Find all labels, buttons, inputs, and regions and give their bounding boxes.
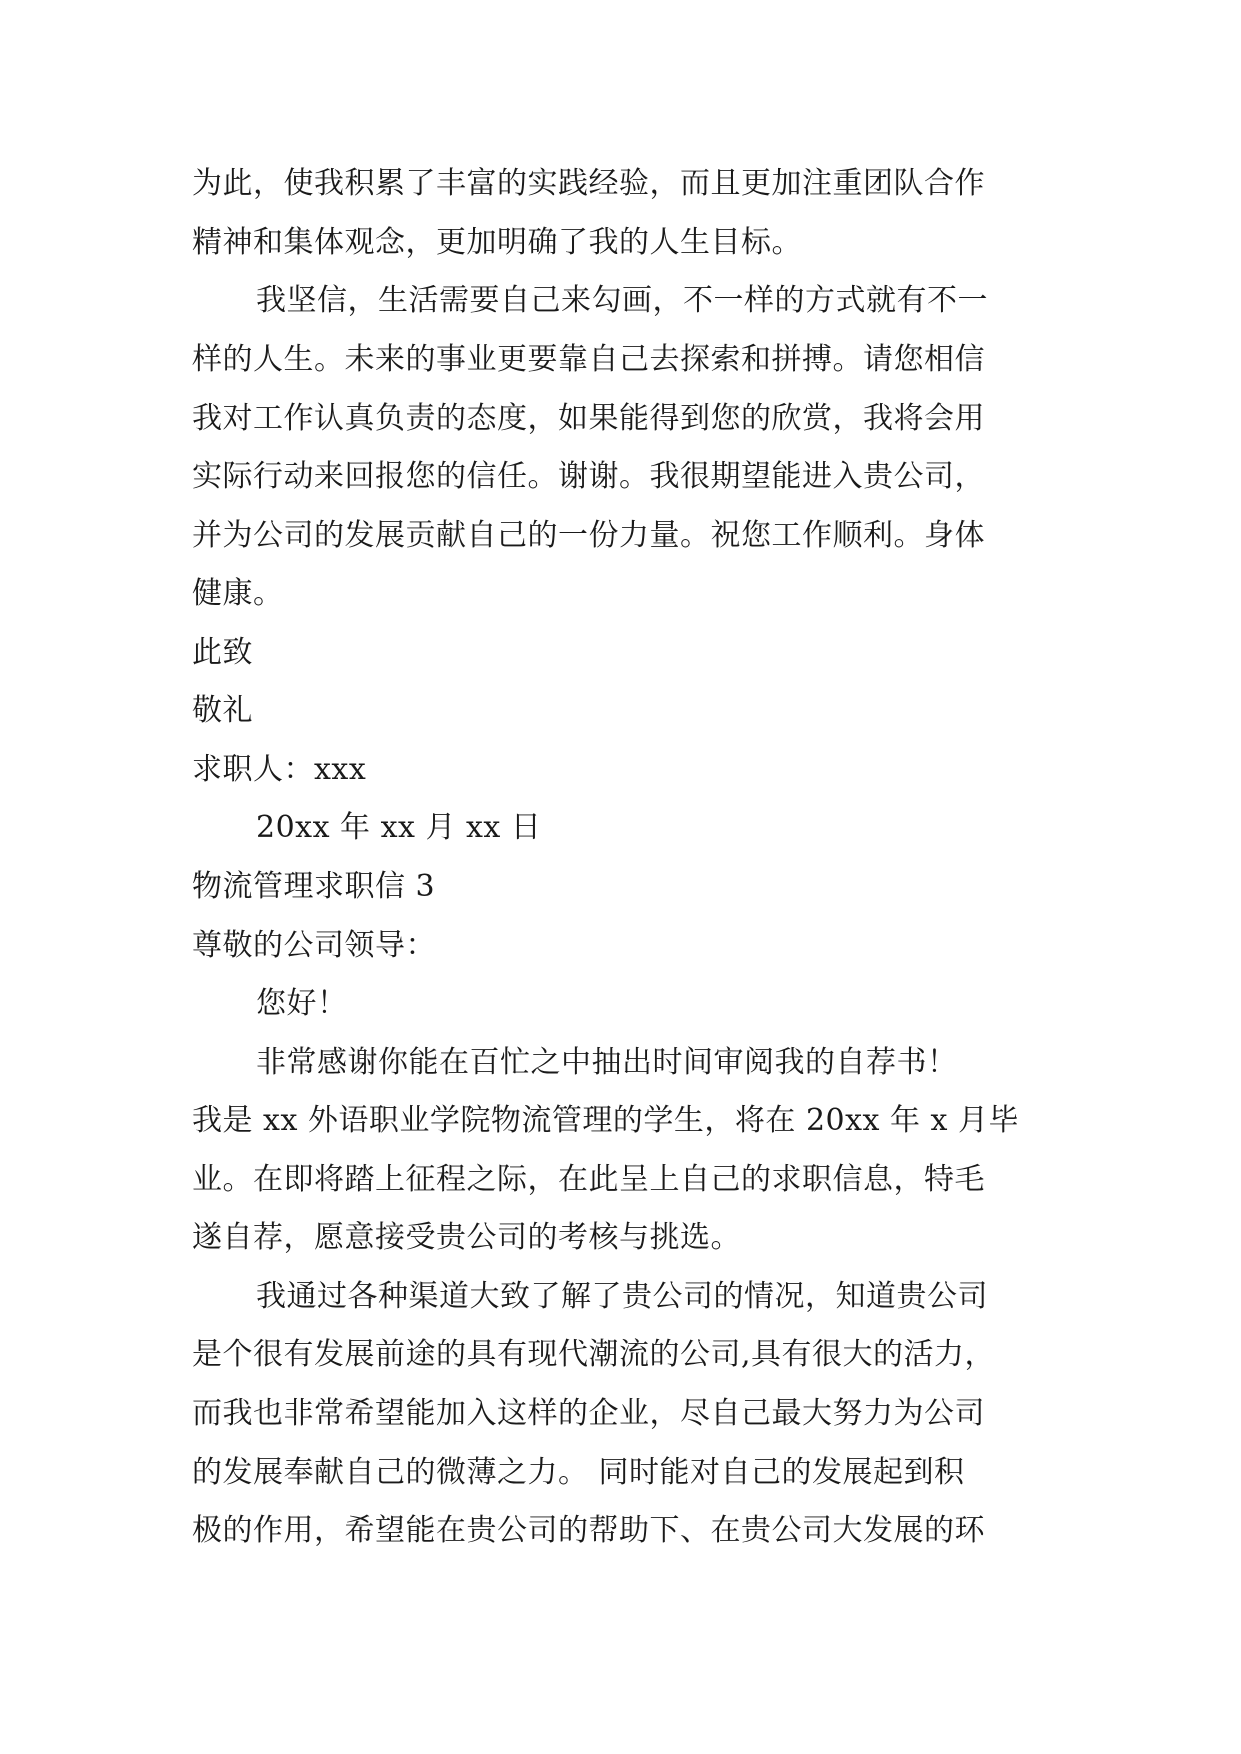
text-line: 而我也非常希望能加入这样的企业，尽自己最大努力为公司 [192, 1396, 985, 1431]
paragraph-first-line: 我坚信，生活需要自己来勾画，不一样的方式就有不一 [256, 283, 988, 318]
text-line: 并为公司的发展贡献自己的一份力量。祝您工作顺利。身体 [192, 518, 985, 553]
letter-hello: 您好！ [256, 986, 348, 1021]
section-title: 物流管理求职信 3 [192, 869, 436, 904]
text-line: 业。在即将踏上征程之际，在此呈上自己的求职信息，特毛 [192, 1162, 985, 1197]
text-line: 是个很有发展前途的具有现代潮流的公司,具有很大的活力， [192, 1337, 996, 1372]
text-line: 精神和集体观念，更加明确了我的人生目标。 [192, 225, 802, 260]
text-line: 为此，使我积累了丰富的实践经验，而且更加注重团队合作 [192, 166, 985, 201]
text-line: 实际行动来回报您的信任。谢谢。我很期望能进入贵公司， [192, 459, 985, 494]
text-line: 我对工作认真负责的态度，如果能得到您的欣赏，我将会用 [192, 401, 985, 436]
text-line: 样的人生。未来的事业更要靠自己去探索和拼搏。请您相信 [192, 342, 985, 377]
text-line: 的发展奉献自己的微薄之力。 同时能对自己的发展起到积 [192, 1455, 965, 1490]
text-line: 遂自荐，愿意接受贵公司的考核与挑选。 [192, 1220, 741, 1255]
closing-salutation: 此致 [192, 635, 253, 670]
closing-regards: 敬礼 [192, 693, 253, 728]
paragraph-first-line: 我通过各种渠道大致了解了贵公司的情况，知道贵公司 [256, 1279, 988, 1314]
text-line: 我是 xx 外语职业学院物流管理的学生，将在 20xx 年 x 月毕 [192, 1103, 1019, 1138]
applicant-signature: 求职人：xxx [192, 752, 367, 787]
letter-date: 20xx 年 xx 月 xx 日 [256, 810, 542, 845]
text-line: 极的作用，希望能在贵公司的帮助下、在贵公司大发展的环 [192, 1513, 985, 1548]
text-line: 健康。 [192, 576, 284, 611]
letter-greeting: 尊敬的公司领导： [192, 928, 436, 963]
paragraph-first-line: 非常感谢你能在百忙之中抽出时间审阅我的自荐书！ [256, 1045, 958, 1080]
